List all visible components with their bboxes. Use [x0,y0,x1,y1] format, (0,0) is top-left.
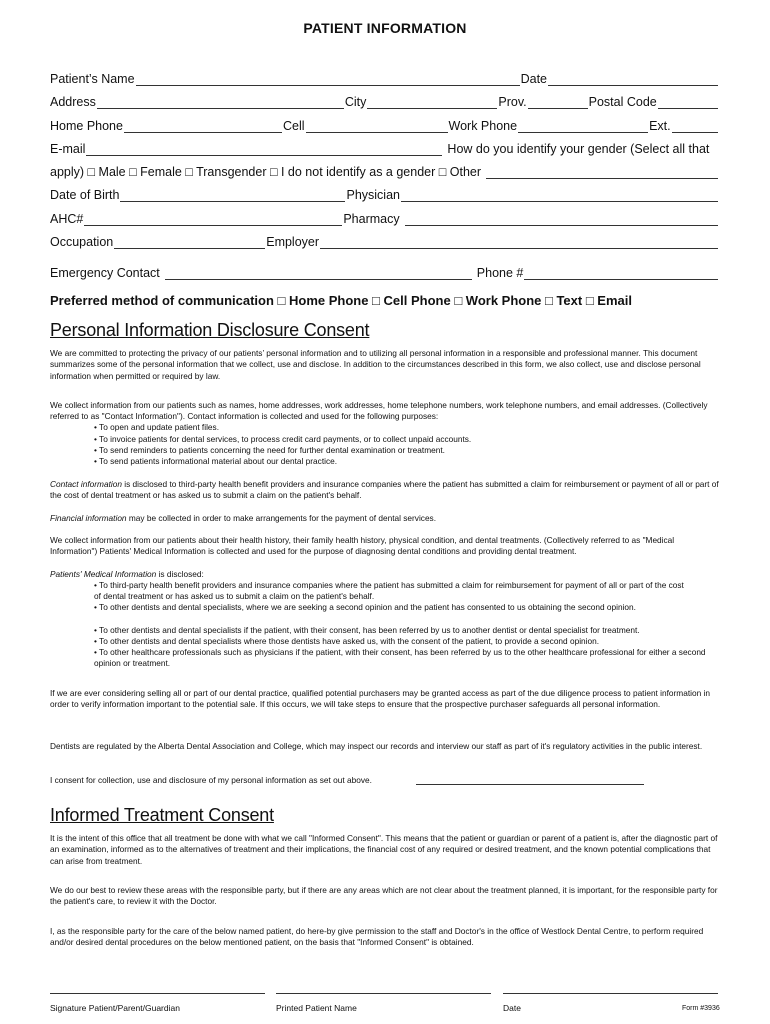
disclosure-consent-statement: I consent for collection, use and disclosure of my personal information as set out above. [50,775,372,785]
postal-code-label: Postal Code [588,95,657,109]
cell-field[interactable] [306,120,448,133]
dob-field[interactable] [120,189,345,202]
row-dob [50,184,719,202]
disclosure-paragraph-4 [50,513,722,524]
row-email [50,138,719,156]
email-label: E-mail [50,142,86,156]
row-phones [50,115,719,133]
email-field[interactable] [86,143,442,156]
consent-paragraph-3: I, as the responsible party for the care of the below named patient, do here-by give permission to the staff and Doctor's in the office of Westlock Dental Centre, to perform required and/or desired dental procedures on the below mentioned patient, on the basis that "Informed Consent" is obtained. [50,926,704,948]
emergency-contact-field[interactable] [165,267,472,280]
ext-field[interactable] [672,120,718,133]
phone-num-field[interactable] [524,267,718,280]
list-item: • To send reminders to patients concerning the need for further dental examination or treatment. [94,445,445,455]
section-heading-disclosure: Personal Information Disclosure Consent [50,320,370,340]
list-item: • To invoice patients for dental services, to process credit card payments, or to collect unpaid accounts. [94,434,472,444]
preferred-communication[interactable]: Preferred method of communication □ Home Phone □ Cell Phone □ Work Phone □ Text □ Email [50,293,632,308]
medical-info-term: Patients' Medical Information [50,569,157,579]
dob-label: Date of Birth [50,188,120,202]
prov-label: Prov. [498,95,527,109]
disclosure-paragraph-8: Dentists are regulated by the Alberta Dental Association and College, which may inspect our records and interview our staff as part of it's regulatory activities in the public interest. [50,741,703,751]
disclosure-paragraph-6 [50,569,722,580]
row-address [50,91,719,109]
financial-info-term: Financial information [50,513,127,523]
city-field[interactable] [367,96,497,109]
row-name-date [50,68,719,86]
signature-field[interactable] [50,993,265,994]
physician-field[interactable] [401,189,718,202]
home-phone-label: Home Phone [50,119,123,133]
section-heading-informed-consent: Informed Treatment Consent [50,805,274,825]
pharmacy-label: Pharmacy [343,212,400,226]
list-item: • To other healthcare professionals such as physicians if the patient, with their consent, has been referred by us to the other healthcare professional for either a second opinion or treatment. [94,647,706,669]
list-item: • To open and update patient files. [94,422,219,432]
phone-num-label: Phone # [476,266,524,280]
list-item: • To send patients informational material about our dental practice. [94,456,338,466]
work-phone-label: Work Phone [448,119,518,133]
disclosure-paragraph-1: We are committed to protecting the privacy of our patients’ personal information and to utilizing all personal information in a responsible and professional manner. This document summarizes some of the personal information that we collect, use and disclose. In addition to the circumstances described in this form, we also collect, use and disclose personal information when permitted or required by law. [50,348,701,381]
gender-question: How do you identify your gender (Select all that [447,142,710,156]
medical-info-text: is disclosed: [156,569,204,579]
signature-date-label: Date [503,1003,521,1013]
printed-name-field[interactable] [276,993,491,994]
address-field[interactable] [97,96,344,109]
consent-paragraph-2: We do our best to review these areas with the responsible party, but if there are any areas which are not clear about the treatment planned, it is important, for the responsible party for the patient's care, to review it with the Doctor. [50,885,718,907]
disclosure-paragraph-3 [50,479,722,502]
ahc-label: AHC# [50,212,84,226]
postal-code-field[interactable] [658,96,718,109]
ahc-field[interactable] [84,213,342,226]
list-item: • To other dentists and dental specialists, where we are seeking a second opinion and the patient has consented to us obtaining the second opinion. [94,602,636,612]
disclosure-paragraph-7: If we are ever considering selling all or part of our dental practice, qualified potential purchasers may be granted access as part of the due diligence process to patient information in order to verify information important to the potential sale. If this occurs, we will take steps to ensure that the prospective purchaser safeguards all personal information. [50,688,710,710]
list-item: • To other dentists and dental specialists where those dentists have asked us, with the consent of the patient, to provide a second opinion. [94,636,600,646]
list-item: • To other dentists and dental specialists if the patient, with their consent, has been referred by us to another dentist or dental specialist for treatment. [94,625,640,635]
contact-info-term: Contact information [50,479,122,489]
pharmacy-field[interactable] [405,213,718,226]
work-phone-field[interactable] [518,120,648,133]
disclosure-paragraph-5: We collect information from our patients about their health history, their family health history, physical condition, and dental treatments. (Collectively referred to as "Medical Information") Patients' Medical Information is collected and used for the purpose of diagnosing dental conditions and providing dental treatment. [50,535,675,557]
signature-date-field[interactable] [503,993,718,994]
disclosure-paragraph-2: We collect information from our patients such as names, home addresses, work addresses, home telephone numbers, work telephone numbers, and email addresses. (Collectively referred to as "Contact Information"). Contact information is collected and used for the following purposes: [50,400,708,422]
form-number: Form #3936 [682,1005,720,1012]
emergency-contact-label: Emergency Contact [50,266,160,280]
employer-label: Employer [266,235,320,249]
row-ahc [50,208,719,226]
date-field[interactable] [548,73,718,86]
patient-name-label: Patient’s Name [50,72,135,86]
consent-paragraph-1: It is the intent of this office that all treatment be done with what we call "Informed Consent". This means that the patient or guardian or parent of a patient is, after the diagnostic part of an examination, informed as to the alternatives of treatment and their implications, the financial cost of any required or desired treatment, and the known potential complications that can arise from treatment. [50,833,718,866]
address-label: Address [50,95,96,109]
patient-name-field[interactable] [136,73,520,86]
contact-info-text: is disclosed to third-party health benefit providers and insurance companies where the patient has submitted a claim for reimbursement or payment of all or part of the cost of dental treatment or has asked us to submit a claim on the patient's behalf. [50,479,719,501]
row-emergency [50,262,719,280]
cell-label: Cell [282,119,305,133]
gender-other-field[interactable] [486,166,718,179]
physician-label: Physician [346,188,400,202]
financial-info-text: may be collected in order to make arrangements for the payment of dental services. [126,513,437,523]
employer-field[interactable] [320,236,718,249]
ext-label: Ext. [649,119,671,133]
list-item: • To third-party health benefit providers and insurance companies where the patient has submitted a claim for reimbursement for payment of all or part of the cost of dental treatment or has asked us to submit a claim on the patient's behalf. [94,580,684,602]
date-label: Date [520,72,547,86]
page-title: PATIENT INFORMATION [303,20,467,36]
disclosure-signature-field[interactable] [416,784,644,785]
prov-field[interactable] [528,96,588,109]
city-label: City [344,95,367,109]
row-gender [50,161,719,179]
row-occupation [50,231,719,249]
occupation-label: Occupation [50,235,114,249]
signature-label: Signature Patient/Parent/Guardian [50,1003,180,1013]
occupation-field[interactable] [114,236,265,249]
printed-name-label: Printed Patient Name [276,1003,357,1013]
gender-options[interactable]: apply) □ Male □ Female □ Transgender □ I do not identify as a gender □ Other [50,165,482,179]
home-phone-field[interactable] [124,120,282,133]
